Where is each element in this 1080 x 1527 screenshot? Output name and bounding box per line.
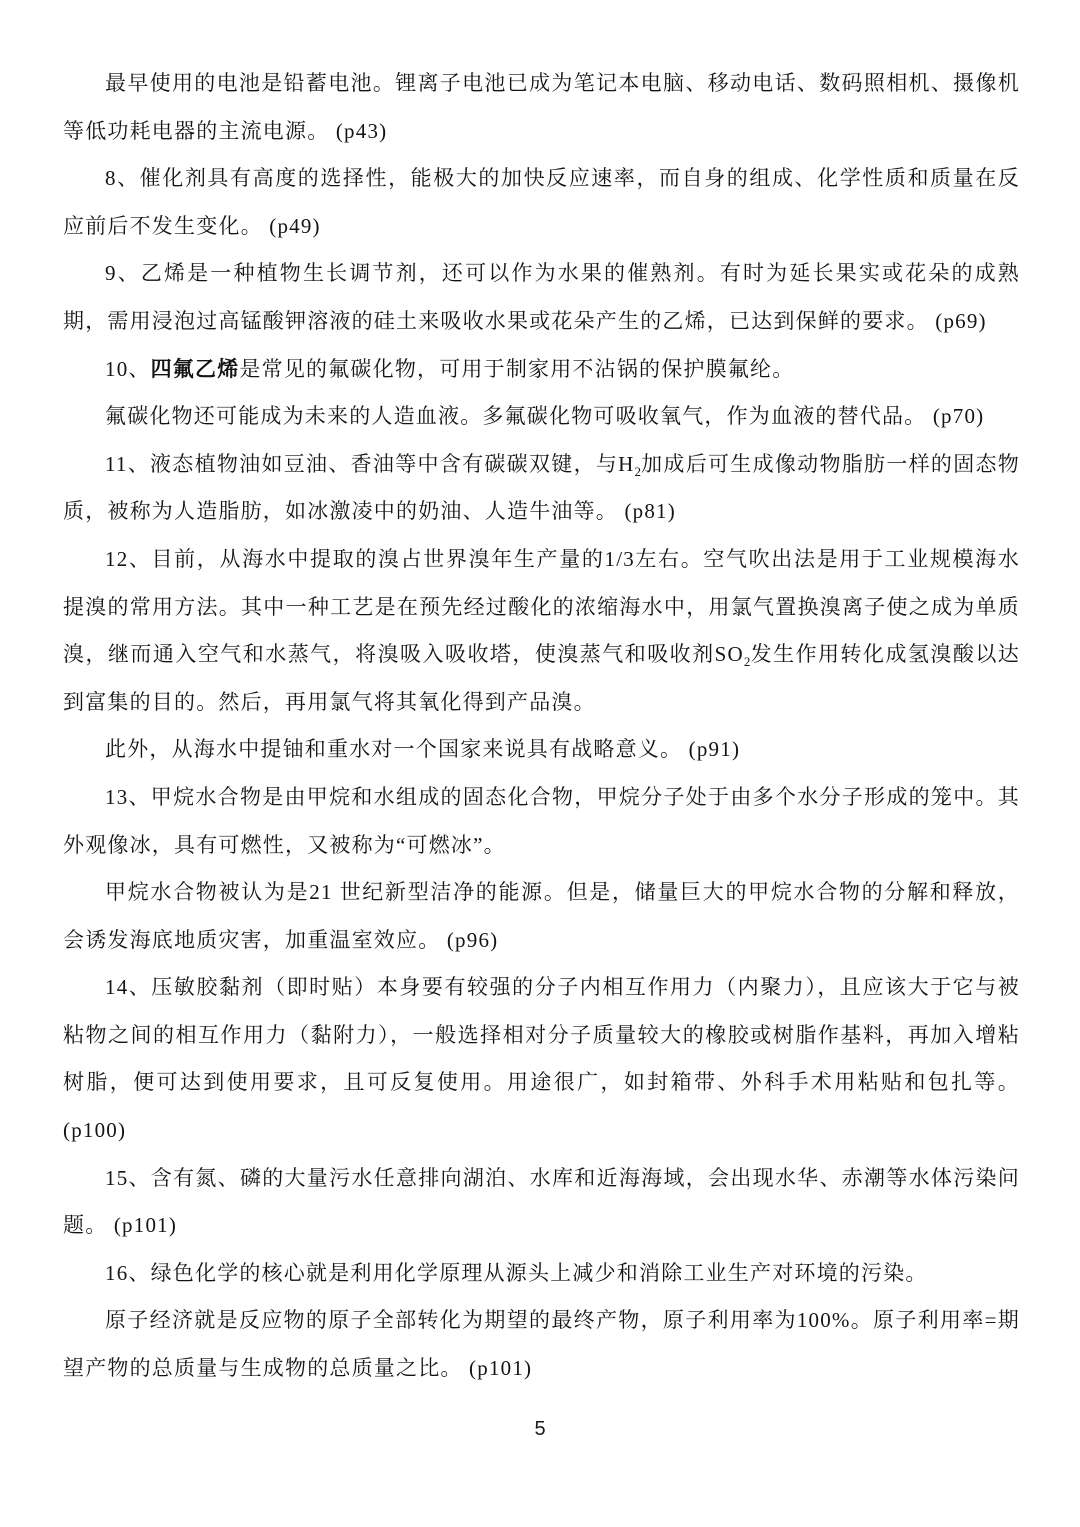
paragraph xyxy=(63,964,1020,1154)
subscript: 2 xyxy=(743,654,751,670)
document-body xyxy=(63,60,1020,1393)
paragraph xyxy=(63,869,1020,964)
paragraph xyxy=(63,441,1020,536)
bold-term: 四氟乙烯 xyxy=(150,356,240,381)
text-run: 此外，从海水中提铀和重水对一个国家来说具有战略意义。 (p91) xyxy=(105,737,741,762)
paragraph xyxy=(63,774,1020,869)
text-run: 15、含有氮、磷的大量污水任意排向湖泊、水库和近海海域，会出现水华、赤潮等水体污染问题。 (p101) xyxy=(63,1165,1020,1238)
text-run: 最早使用的电池是铅蓄电池。锂离子电池已成为笔记本电脑、移动电话、数码照相机、摄像机等低功耗电器的主流电源。 (p43) xyxy=(63,71,1020,143)
text-run: 8、催化剂具有高度的选择性，能极大的加快反应速率，而自身的组成、化学性质和质量在反应前后不发生变化。 (p49) xyxy=(63,166,1020,238)
text-run: 发生作用转化成氢溴酸以达到富集的目的。然后，再用氯气将其氧化得到产品溴。 xyxy=(63,642,1020,714)
text-run: 12、目前，从海水中提取的溴占世界溴年生产量的1/3左右。空气吹出法是用于工业规模海水提溴的常用方法。其中一种工艺是在预先经过酸化的浓缩海水中，用氯气置换溴离子使之成为单质溴，继而通入空气和水蒸气，将溴吸入吸收塔，使溴蒸气和吸收剂SO xyxy=(63,546,1020,667)
paragraph xyxy=(63,536,1020,726)
paragraph xyxy=(63,155,1020,250)
text-run: 10、 xyxy=(105,356,151,381)
text-run: 甲烷水合物被认为是21 世纪新型洁净的能源。但是，储量巨大的甲烷水合物的分解和释放，会诱发海底地质灾害，加重温室效应。 (p96) xyxy=(63,880,1020,952)
subscript: 2 xyxy=(634,463,642,479)
paragraph xyxy=(63,726,1020,774)
text-run: 是常见的氟碳化物，可用于制家用不沾锅的保护膜氟纶。 xyxy=(239,356,795,381)
paragraph xyxy=(63,1250,1020,1298)
text-run: 9、乙烯是一种植物生长调节剂，还可以作为水果的催熟剂。有时为延长果实或花朵的成熟期，需用浸泡过高锰酸钾溶液的硅土来吸收水果或花朵产生的乙烯，已达到保鲜的要求。 (p69) xyxy=(63,261,1020,333)
paragraph xyxy=(63,393,1020,441)
paragraph xyxy=(63,1155,1020,1250)
text-run: 加成后可生成像动物脂肪一样的固态物质，被称为人造脂肪，如冰激凌中的奶油、人造牛油等。 (p81) xyxy=(63,451,1020,524)
page-number: 5 xyxy=(534,1418,546,1440)
text-run: 氟碳化物还可能成为未来的人造血液。多氟碳化物可吸收氧气，作为血液的替代品。 (p70) xyxy=(105,404,985,429)
text-run: 14、压敏胶黏剂（即时贴）本身要有较强的分子内相互作用力（内聚力），且应该大于它与被粘物之间的相互作用力（黏附力），一般选择相对分子质量较大的橡胶或树脂作基料，再加入增粘树脂，便可达到使用要求，且可反复使用。用途很广，如封箱带、外科手术用粘贴和包扎等。 (p100) xyxy=(63,975,1020,1143)
text-run: 16、绿色化学的核心就是利用化学原理从源头上减少和消除工业生产对环境的污染。 xyxy=(105,1260,928,1285)
text-run: 原子经济就是反应物的原子全部转化为期望的最终产物，原子利用率为100%。原子利用率=期望产物的总质量与生成物的总质量之比。 (p101) xyxy=(63,1308,1020,1381)
paragraph xyxy=(63,1297,1020,1392)
text-run: 13、甲烷水合物是由甲烷和水组成的固态化合物，甲烷分子处于由多个水分子形成的笼中。其外观像冰，具有可燃性，又被称为“可燃冰”。 xyxy=(63,784,1020,857)
paragraph xyxy=(63,60,1020,155)
paragraph xyxy=(63,250,1020,345)
paragraph xyxy=(63,346,1020,394)
text-run: 11、液态植物油如豆油、香油等中含有碳碳双键，与H xyxy=(105,451,635,476)
